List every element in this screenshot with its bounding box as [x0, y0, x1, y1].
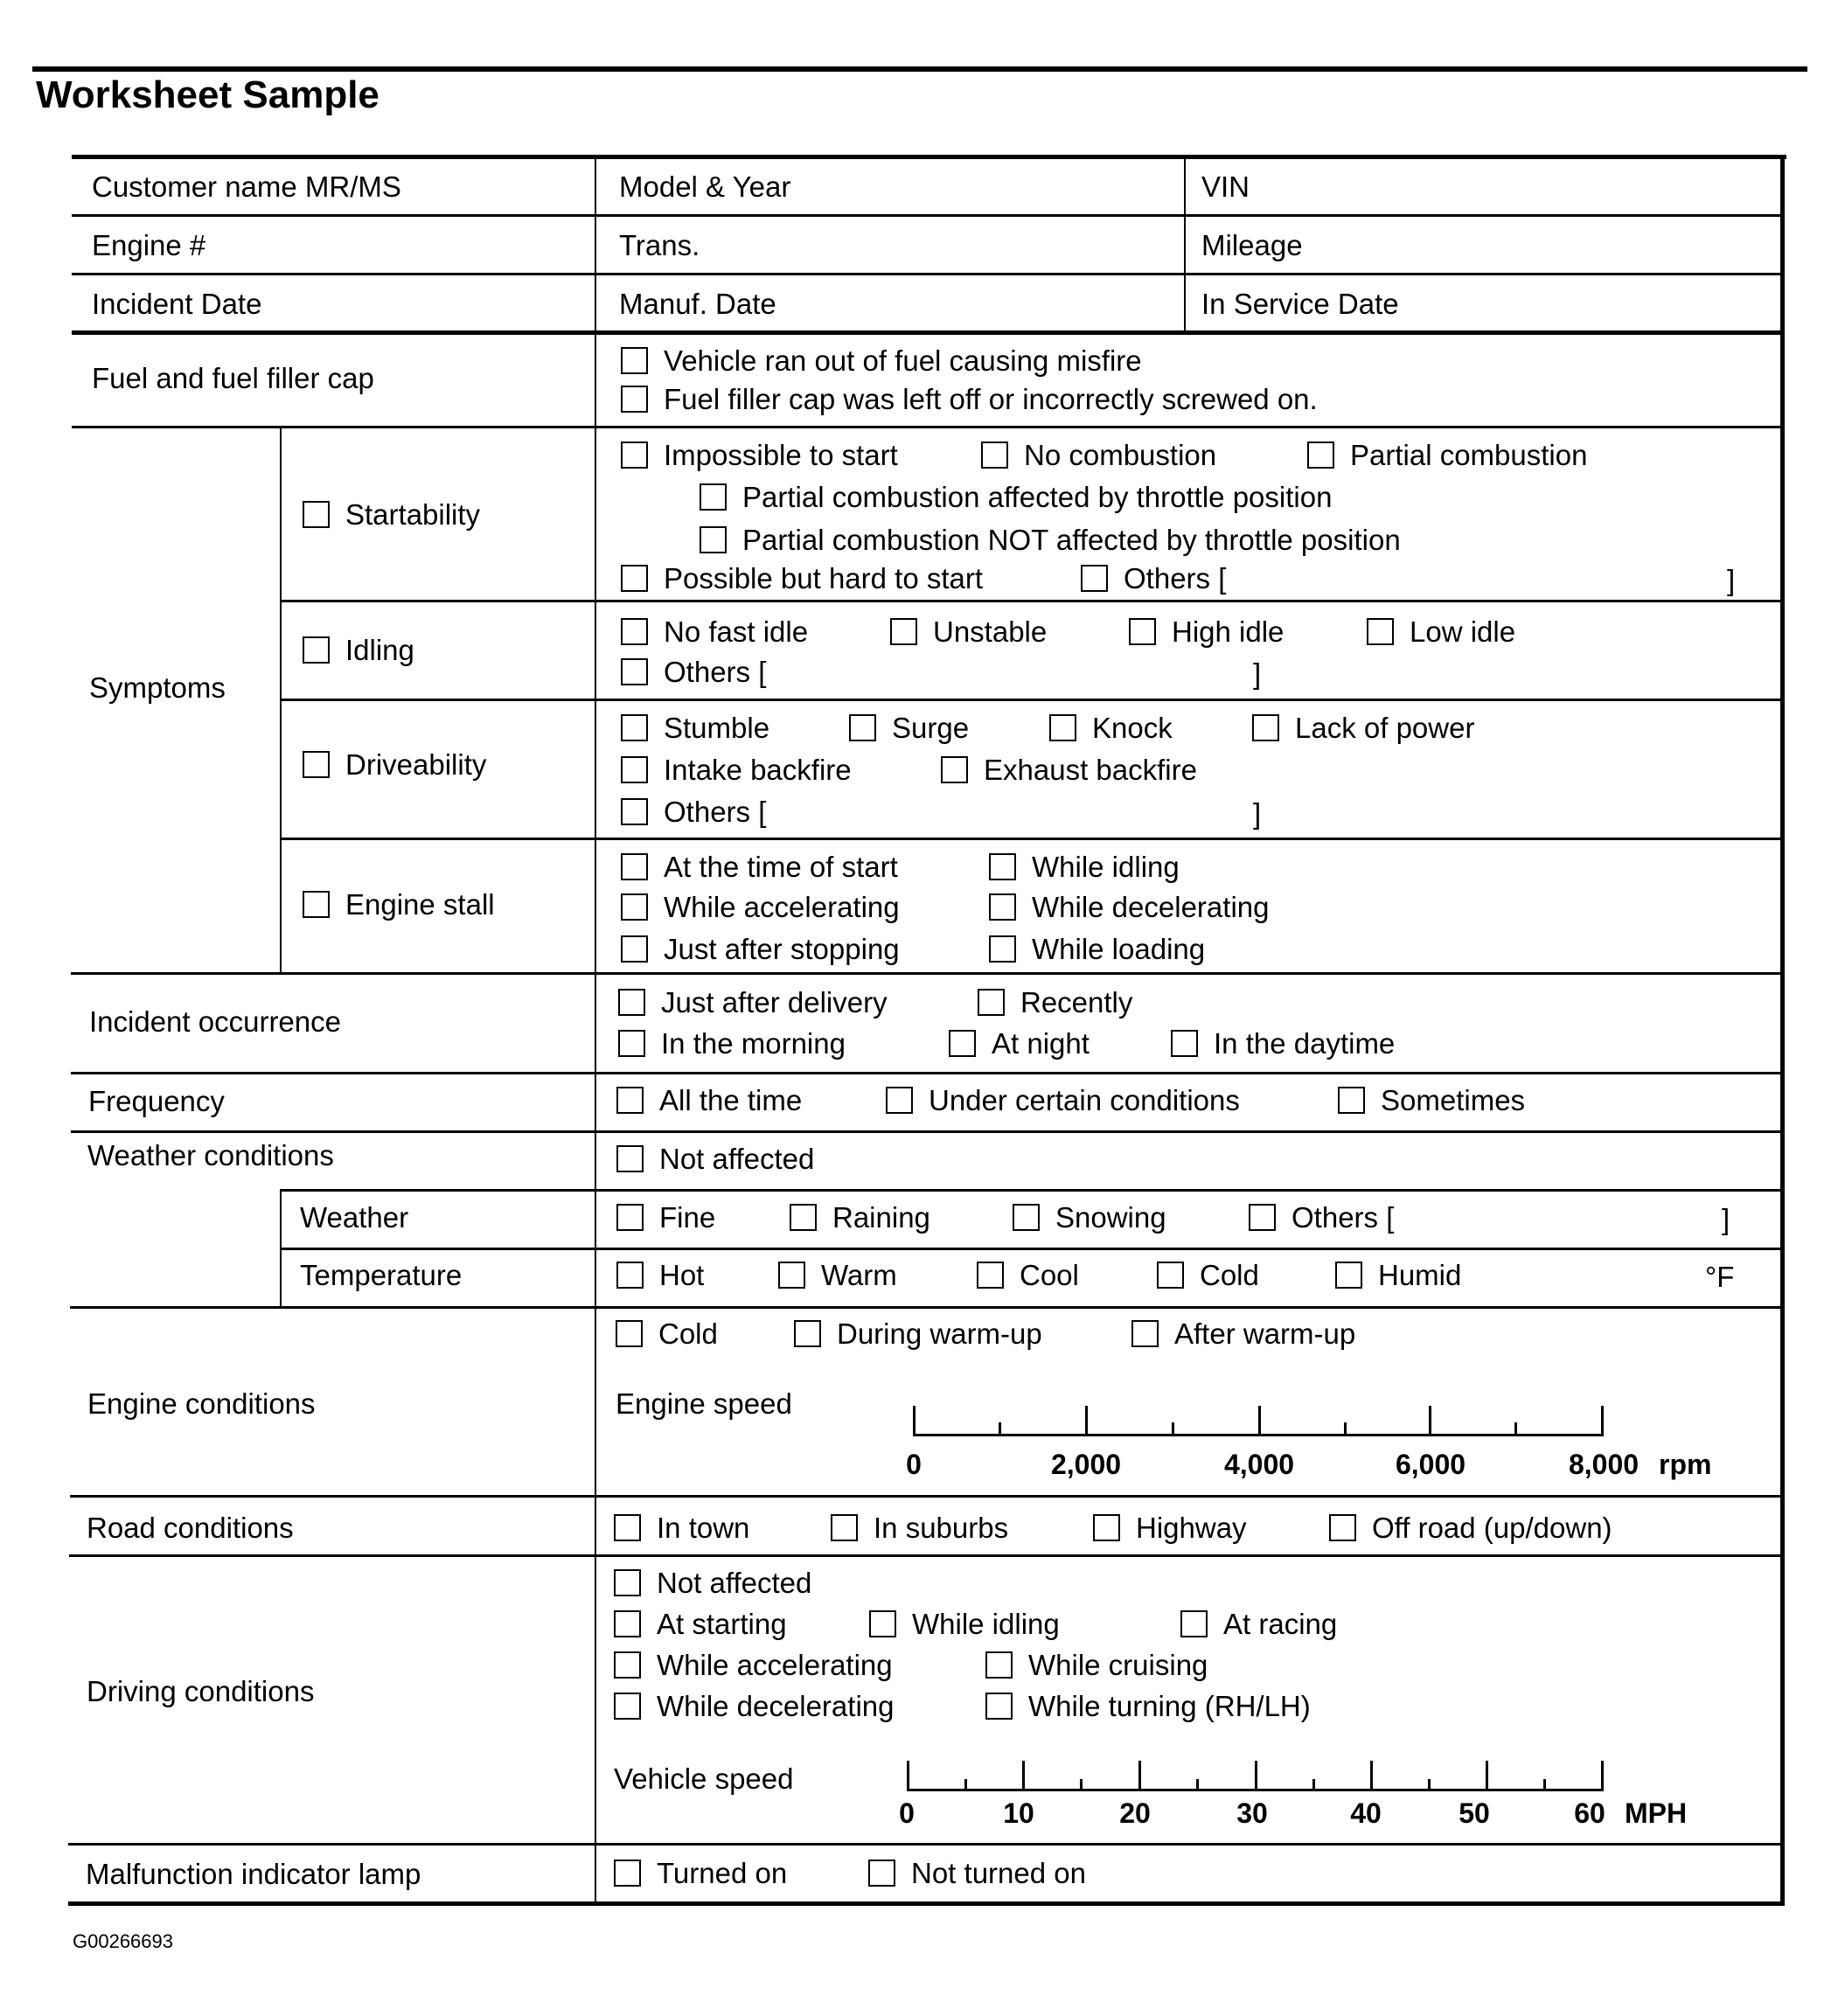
page-title: Worksheet Sample: [36, 73, 379, 116]
mph-label-50: 50: [1459, 1797, 1490, 1829]
scale-tick-major: [1429, 1406, 1431, 1436]
engine-stall-checkbox[interactable]: Engine stall: [303, 890, 495, 919]
checkbox-icon[interactable]: [985, 1693, 1013, 1720]
weather-fine[interactable]: Fine: [616, 1203, 715, 1232]
checkbox-icon[interactable]: [1013, 1204, 1040, 1231]
weather-not-affected[interactable]: Not affected: [616, 1144, 814, 1173]
checkbox-icon[interactable]: [616, 1145, 644, 1172]
temperature-label: Temperature: [300, 1259, 463, 1291]
scale-tick-major: [1370, 1761, 1373, 1791]
mileage-field[interactable]: Mileage: [1201, 229, 1303, 261]
checkbox-icon[interactable]: [1180, 1610, 1208, 1637]
top-rule: [32, 66, 1807, 72]
mil-label: Malfunction indicator lamp: [86, 1858, 421, 1890]
engine-conditions-label: Engine conditions: [87, 1387, 316, 1420]
scale-tick-minor: [1312, 1779, 1315, 1791]
temperature-cold[interactable]: Cold: [1157, 1261, 1259, 1290]
checkbox-icon[interactable]: [303, 751, 330, 778]
checkbox-icon[interactable]: [614, 1693, 641, 1720]
driving-at-starting[interactable]: At starting: [614, 1609, 787, 1638]
checkbox-icon[interactable]: [831, 1514, 858, 1541]
startability-hard-to-start[interactable]: Possible but hard to start: [621, 564, 983, 593]
engine-cond-cold[interactable]: Cold: [616, 1319, 718, 1348]
startability-partial-combustion[interactable]: Partial combustion: [1307, 441, 1587, 469]
driveability-surge[interactable]: Surge: [849, 713, 969, 742]
row-line: [280, 699, 1782, 701]
driveability-exhaust-backfire[interactable]: Exhaust backfire: [941, 755, 1197, 784]
driveability-checkbox[interactable]: Driveability: [303, 750, 486, 779]
rpm-label-0: 0: [906, 1449, 922, 1480]
occurrence-just-after-delivery[interactable]: Just after delivery: [618, 988, 888, 1017]
checkbox-icon[interactable]: [1249, 1204, 1276, 1231]
stall-while-decelerating[interactable]: While decelerating: [989, 893, 1269, 921]
vin-field[interactable]: VIN: [1201, 170, 1250, 203]
checkbox-icon[interactable]: [614, 1610, 641, 1637]
idling-others-close-bracket: ]: [1253, 657, 1262, 690]
mph-label-30: 30: [1236, 1797, 1268, 1829]
scale-tick-minor: [1514, 1422, 1517, 1436]
startability-others[interactable]: Others [: [1081, 564, 1226, 593]
checkbox-icon[interactable]: [985, 1651, 1013, 1679]
table-bottom-border: [68, 1901, 1785, 1906]
checkbox-icon[interactable]: [621, 565, 648, 592]
frequency-under-certain-conditions[interactable]: Under certain conditions: [886, 1086, 1240, 1115]
scale-tick-minor: [1196, 1779, 1199, 1791]
occurrence-in-the-morning[interactable]: In the morning: [618, 1029, 846, 1058]
checkbox-icon[interactable]: [1307, 441, 1334, 469]
checkbox-icon[interactable]: [614, 1514, 641, 1541]
checkbox-icon[interactable]: [303, 501, 330, 528]
checkbox-icon[interactable]: [621, 756, 648, 783]
checkbox-icon[interactable]: [978, 989, 1005, 1016]
driving-while-idling[interactable]: While idling: [869, 1609, 1060, 1638]
scale-tick-major: [1138, 1761, 1141, 1791]
stall-just-after-stopping[interactable]: Just after stopping: [621, 935, 900, 963]
engine-cond-after-warm-up[interactable]: After warm-up: [1131, 1319, 1355, 1348]
checkbox-icon[interactable]: [1157, 1262, 1184, 1289]
vehicle-speed-label: Vehicle speed: [614, 1762, 794, 1795]
engine-speed-scale[interactable]: [913, 1406, 1604, 1436]
row-line: [69, 1554, 1782, 1557]
idling-checkbox[interactable]: Idling: [303, 636, 414, 664]
fuel-option-cap-off[interactable]: Fuel filler cap was left off or incorrectly screwed on.: [621, 385, 1318, 414]
driving-not-affected[interactable]: Not affected: [614, 1568, 811, 1597]
startability-partial-affected[interactable]: Partial combustion affected by throttle position: [700, 483, 1332, 511]
row-line: [280, 600, 1782, 602]
scale-tick-major: [1085, 1406, 1088, 1436]
road-in-town[interactable]: In town: [614, 1513, 749, 1542]
checkbox-icon[interactable]: [1081, 565, 1108, 592]
mph-label-40: 40: [1350, 1797, 1382, 1829]
rpm-label-8000: 8,000: [1568, 1449, 1640, 1480]
checkbox-icon[interactable]: [618, 989, 645, 1016]
checkbox-icon[interactable]: [621, 347, 648, 374]
row-line: [280, 838, 1782, 840]
weather-others[interactable]: Others [: [1249, 1203, 1394, 1232]
weather-raining[interactable]: Raining: [790, 1203, 930, 1232]
row-line: [280, 1189, 1782, 1192]
row-line: [68, 1843, 1782, 1846]
row-line: [72, 330, 1782, 335]
table-right-border: [1780, 155, 1785, 1906]
rpm-label-4000: 4,000: [1223, 1449, 1295, 1480]
checkbox-icon[interactable]: [869, 1610, 896, 1637]
incident-occurrence-label: Incident occurrence: [89, 1005, 341, 1038]
temperature-hot[interactable]: Hot: [616, 1261, 704, 1290]
checkbox-icon[interactable]: [949, 1030, 976, 1057]
engine-speed-label: Engine speed: [616, 1387, 792, 1420]
transmission-field[interactable]: Trans.: [619, 229, 700, 261]
checkbox-icon[interactable]: [1367, 618, 1394, 645]
scale-tick-minor: [1428, 1779, 1431, 1791]
checkbox-icon[interactable]: [621, 893, 648, 921]
stall-while-idling[interactable]: While idling: [989, 852, 1180, 881]
checkbox-icon[interactable]: [778, 1262, 805, 1289]
checkbox-icon[interactable]: [886, 1087, 913, 1114]
checkbox-icon[interactable]: [1171, 1030, 1198, 1057]
scale-tick-major: [1601, 1761, 1604, 1791]
checkbox-icon[interactable]: [1093, 1514, 1120, 1541]
mil-turned-on[interactable]: Turned on: [614, 1859, 787, 1887]
scale-tick-major: [1258, 1406, 1261, 1436]
idling-high-idle[interactable]: High idle: [1129, 617, 1284, 646]
checkbox-icon[interactable]: [1252, 714, 1279, 741]
checkbox-icon[interactable]: [868, 1860, 895, 1887]
checkbox-icon[interactable]: [1338, 1087, 1365, 1114]
row-line: [70, 1306, 1782, 1309]
engine-number-field[interactable]: Engine #: [92, 229, 206, 261]
driving-conditions-label: Driving conditions: [87, 1675, 315, 1707]
incident-date-field[interactable]: Incident Date: [92, 288, 262, 320]
model-year-field[interactable]: Model & Year: [619, 170, 791, 203]
checkbox-icon[interactable]: [849, 714, 876, 741]
startability-partial-not-affected[interactable]: Partial combustion NOT affected by throttle position: [700, 525, 1401, 554]
checkbox-icon[interactable]: [890, 618, 917, 645]
checkbox-icon[interactable]: [1049, 714, 1076, 741]
driving-while-accelerating[interactable]: While accelerating: [614, 1651, 893, 1679]
idling-no-fast-idle[interactable]: No fast idle: [621, 617, 808, 646]
driveability-stumble[interactable]: Stumble: [621, 713, 769, 742]
row-line: [280, 1248, 1782, 1250]
temperature-unit: °F: [1705, 1261, 1735, 1293]
checkbox-icon[interactable]: [794, 1320, 821, 1347]
frequency-label: Frequency: [88, 1085, 225, 1117]
checkbox-icon[interactable]: [977, 1262, 1004, 1289]
driveability-others-close-bracket: ]: [1253, 797, 1262, 830]
idling-unstable[interactable]: Unstable: [890, 617, 1047, 646]
startability-no-combustion[interactable]: No combustion: [981, 441, 1216, 469]
scale-tick-major: [907, 1761, 909, 1791]
stall-at-time-of-start[interactable]: At the time of start: [621, 852, 898, 881]
scale-tick-major: [1486, 1761, 1488, 1791]
checkbox-icon[interactable]: [621, 386, 648, 413]
row-line: [72, 426, 1782, 428]
scale-tick-minor: [1543, 1779, 1546, 1791]
scale-tick-minor: [999, 1422, 1001, 1436]
scale-tick-major: [1255, 1761, 1257, 1791]
row-line: [70, 1495, 1782, 1498]
scale-tick-major: [1601, 1406, 1604, 1436]
manuf-date-field[interactable]: Manuf. Date: [619, 288, 776, 320]
checkbox-icon[interactable]: [989, 893, 1016, 921]
table-top-border: [72, 155, 1786, 159]
driving-at-racing[interactable]: At racing: [1180, 1609, 1337, 1638]
checkbox-icon[interactable]: [941, 756, 968, 783]
column-divider-3: [1184, 156, 1186, 333]
weather-others-close-bracket: ]: [1722, 1203, 1730, 1235]
checkbox-icon[interactable]: [1131, 1320, 1159, 1347]
idling-low-idle[interactable]: Low idle: [1367, 617, 1515, 646]
checkbox-icon[interactable]: [790, 1204, 817, 1231]
column-divider: [595, 156, 596, 1903]
startability-impossible[interactable]: Impossible to start: [621, 441, 898, 469]
checkbox-icon[interactable]: [700, 483, 727, 511]
mph-label-10: 10: [1003, 1797, 1034, 1829]
checkbox-icon[interactable]: [621, 935, 648, 963]
road-highway[interactable]: Highway: [1093, 1513, 1247, 1542]
fuel-label: Fuel and fuel filler cap: [92, 362, 374, 394]
row-line: [71, 1130, 1782, 1133]
checkbox-icon[interactable]: [303, 891, 330, 918]
checkbox-icon[interactable]: [616, 1087, 644, 1114]
checkbox-icon[interactable]: [614, 1860, 641, 1887]
checkbox-icon[interactable]: [618, 1030, 645, 1057]
mph-label-20: 20: [1119, 1797, 1151, 1829]
row-line: [71, 1072, 1782, 1074]
checkbox-icon[interactable]: [989, 935, 1016, 963]
rpm-label-6000: 6,000: [1395, 1449, 1466, 1480]
occurrence-at-night[interactable]: At night: [949, 1029, 1090, 1058]
scale-tick-major: [913, 1406, 916, 1436]
road-off-road[interactable]: Off road (up/down): [1329, 1513, 1612, 1542]
rpm-label-2000: 2,000: [1050, 1449, 1122, 1480]
mph-unit: MPH: [1625, 1797, 1688, 1829]
mph-label-0: 0: [899, 1797, 915, 1829]
checkbox-icon[interactable]: [621, 441, 648, 469]
driving-while-cruising[interactable]: While cruising: [985, 1651, 1208, 1679]
stall-while-loading[interactable]: While loading: [989, 935, 1205, 963]
rpm-unit: rpm: [1659, 1449, 1712, 1480]
checkbox-icon[interactable]: [616, 1204, 644, 1231]
in-service-date-field[interactable]: In Service Date: [1201, 288, 1399, 320]
driveability-knock[interactable]: Knock: [1049, 713, 1173, 742]
checkbox-icon[interactable]: [621, 853, 648, 880]
checkbox-icon[interactable]: [616, 1262, 644, 1289]
checkbox-icon[interactable]: [989, 853, 1016, 880]
checkbox-icon[interactable]: [616, 1320, 643, 1347]
checkbox-icon[interactable]: [1335, 1262, 1362, 1289]
scale-tick-minor: [1172, 1422, 1174, 1436]
road-conditions-label: Road conditions: [87, 1512, 294, 1544]
frequency-all-the-time[interactable]: All the time: [616, 1086, 802, 1115]
temperature-warm[interactable]: Warm: [778, 1261, 897, 1290]
scale-tick-minor: [1344, 1422, 1347, 1436]
checkbox-icon[interactable]: [614, 1651, 641, 1679]
driveability-intake-backfire[interactable]: Intake backfire: [621, 755, 852, 784]
road-in-suburbs[interactable]: In suburbs: [831, 1513, 1008, 1542]
mil-not-turned-on[interactable]: Not turned on: [868, 1859, 1086, 1887]
scale-tick-minor: [964, 1779, 967, 1791]
weather-snowing[interactable]: Snowing: [1013, 1203, 1166, 1232]
driveability-lack-of-power[interactable]: Lack of power: [1252, 713, 1474, 742]
checkbox-icon[interactable]: [621, 714, 648, 741]
weather-label: Weather: [300, 1201, 409, 1234]
row-line: [72, 273, 1782, 275]
checkbox-icon[interactable]: [621, 798, 648, 825]
mph-label-60: 60: [1574, 1797, 1605, 1829]
stall-while-accelerating[interactable]: While accelerating: [621, 893, 900, 921]
driveability-others[interactable]: Others [: [621, 797, 766, 826]
idling-others[interactable]: Others [: [621, 657, 766, 686]
row-line: [71, 972, 1782, 975]
engine-cond-during-warm-up[interactable]: During warm-up: [794, 1319, 1042, 1348]
fuel-option-ran-out[interactable]: Vehicle ran out of fuel causing misfire: [621, 346, 1142, 375]
startability-checkbox[interactable]: Startability: [303, 500, 480, 529]
row-line: [72, 214, 1782, 217]
frequency-sometimes[interactable]: Sometimes: [1338, 1086, 1525, 1115]
checkbox-icon[interactable]: [303, 636, 330, 664]
weather-conditions-label: Weather conditions: [87, 1139, 334, 1171]
vehicle-speed-scale[interactable]: [907, 1761, 1604, 1791]
temperature-cool[interactable]: Cool: [977, 1261, 1079, 1290]
checkbox-icon[interactable]: [621, 658, 648, 685]
customer-name-field[interactable]: Customer name MR/MS: [92, 170, 401, 203]
figure-id: G00266693: [73, 1930, 173, 1952]
driving-while-decelerating[interactable]: While decelerating: [614, 1692, 894, 1721]
scale-tick-major: [1022, 1761, 1025, 1791]
temperature-humid[interactable]: Humid: [1335, 1261, 1461, 1290]
checkbox-icon[interactable]: [981, 441, 1008, 469]
checkbox-icon[interactable]: [700, 526, 727, 553]
checkbox-icon[interactable]: [614, 1569, 641, 1596]
occurrence-recently[interactable]: Recently: [978, 988, 1132, 1017]
checkbox-icon[interactable]: [1129, 618, 1156, 645]
occurrence-in-the-daytime[interactable]: In the daytime: [1171, 1029, 1395, 1058]
startability-others-close-bracket: ]: [1727, 564, 1736, 596]
scale-tick-minor: [1080, 1779, 1083, 1791]
checkbox-icon[interactable]: [1329, 1514, 1356, 1541]
driving-while-turning[interactable]: While turning (RH/LH): [985, 1692, 1311, 1721]
symptoms-label: Symptoms: [89, 671, 226, 704]
checkbox-icon[interactable]: [621, 618, 648, 645]
